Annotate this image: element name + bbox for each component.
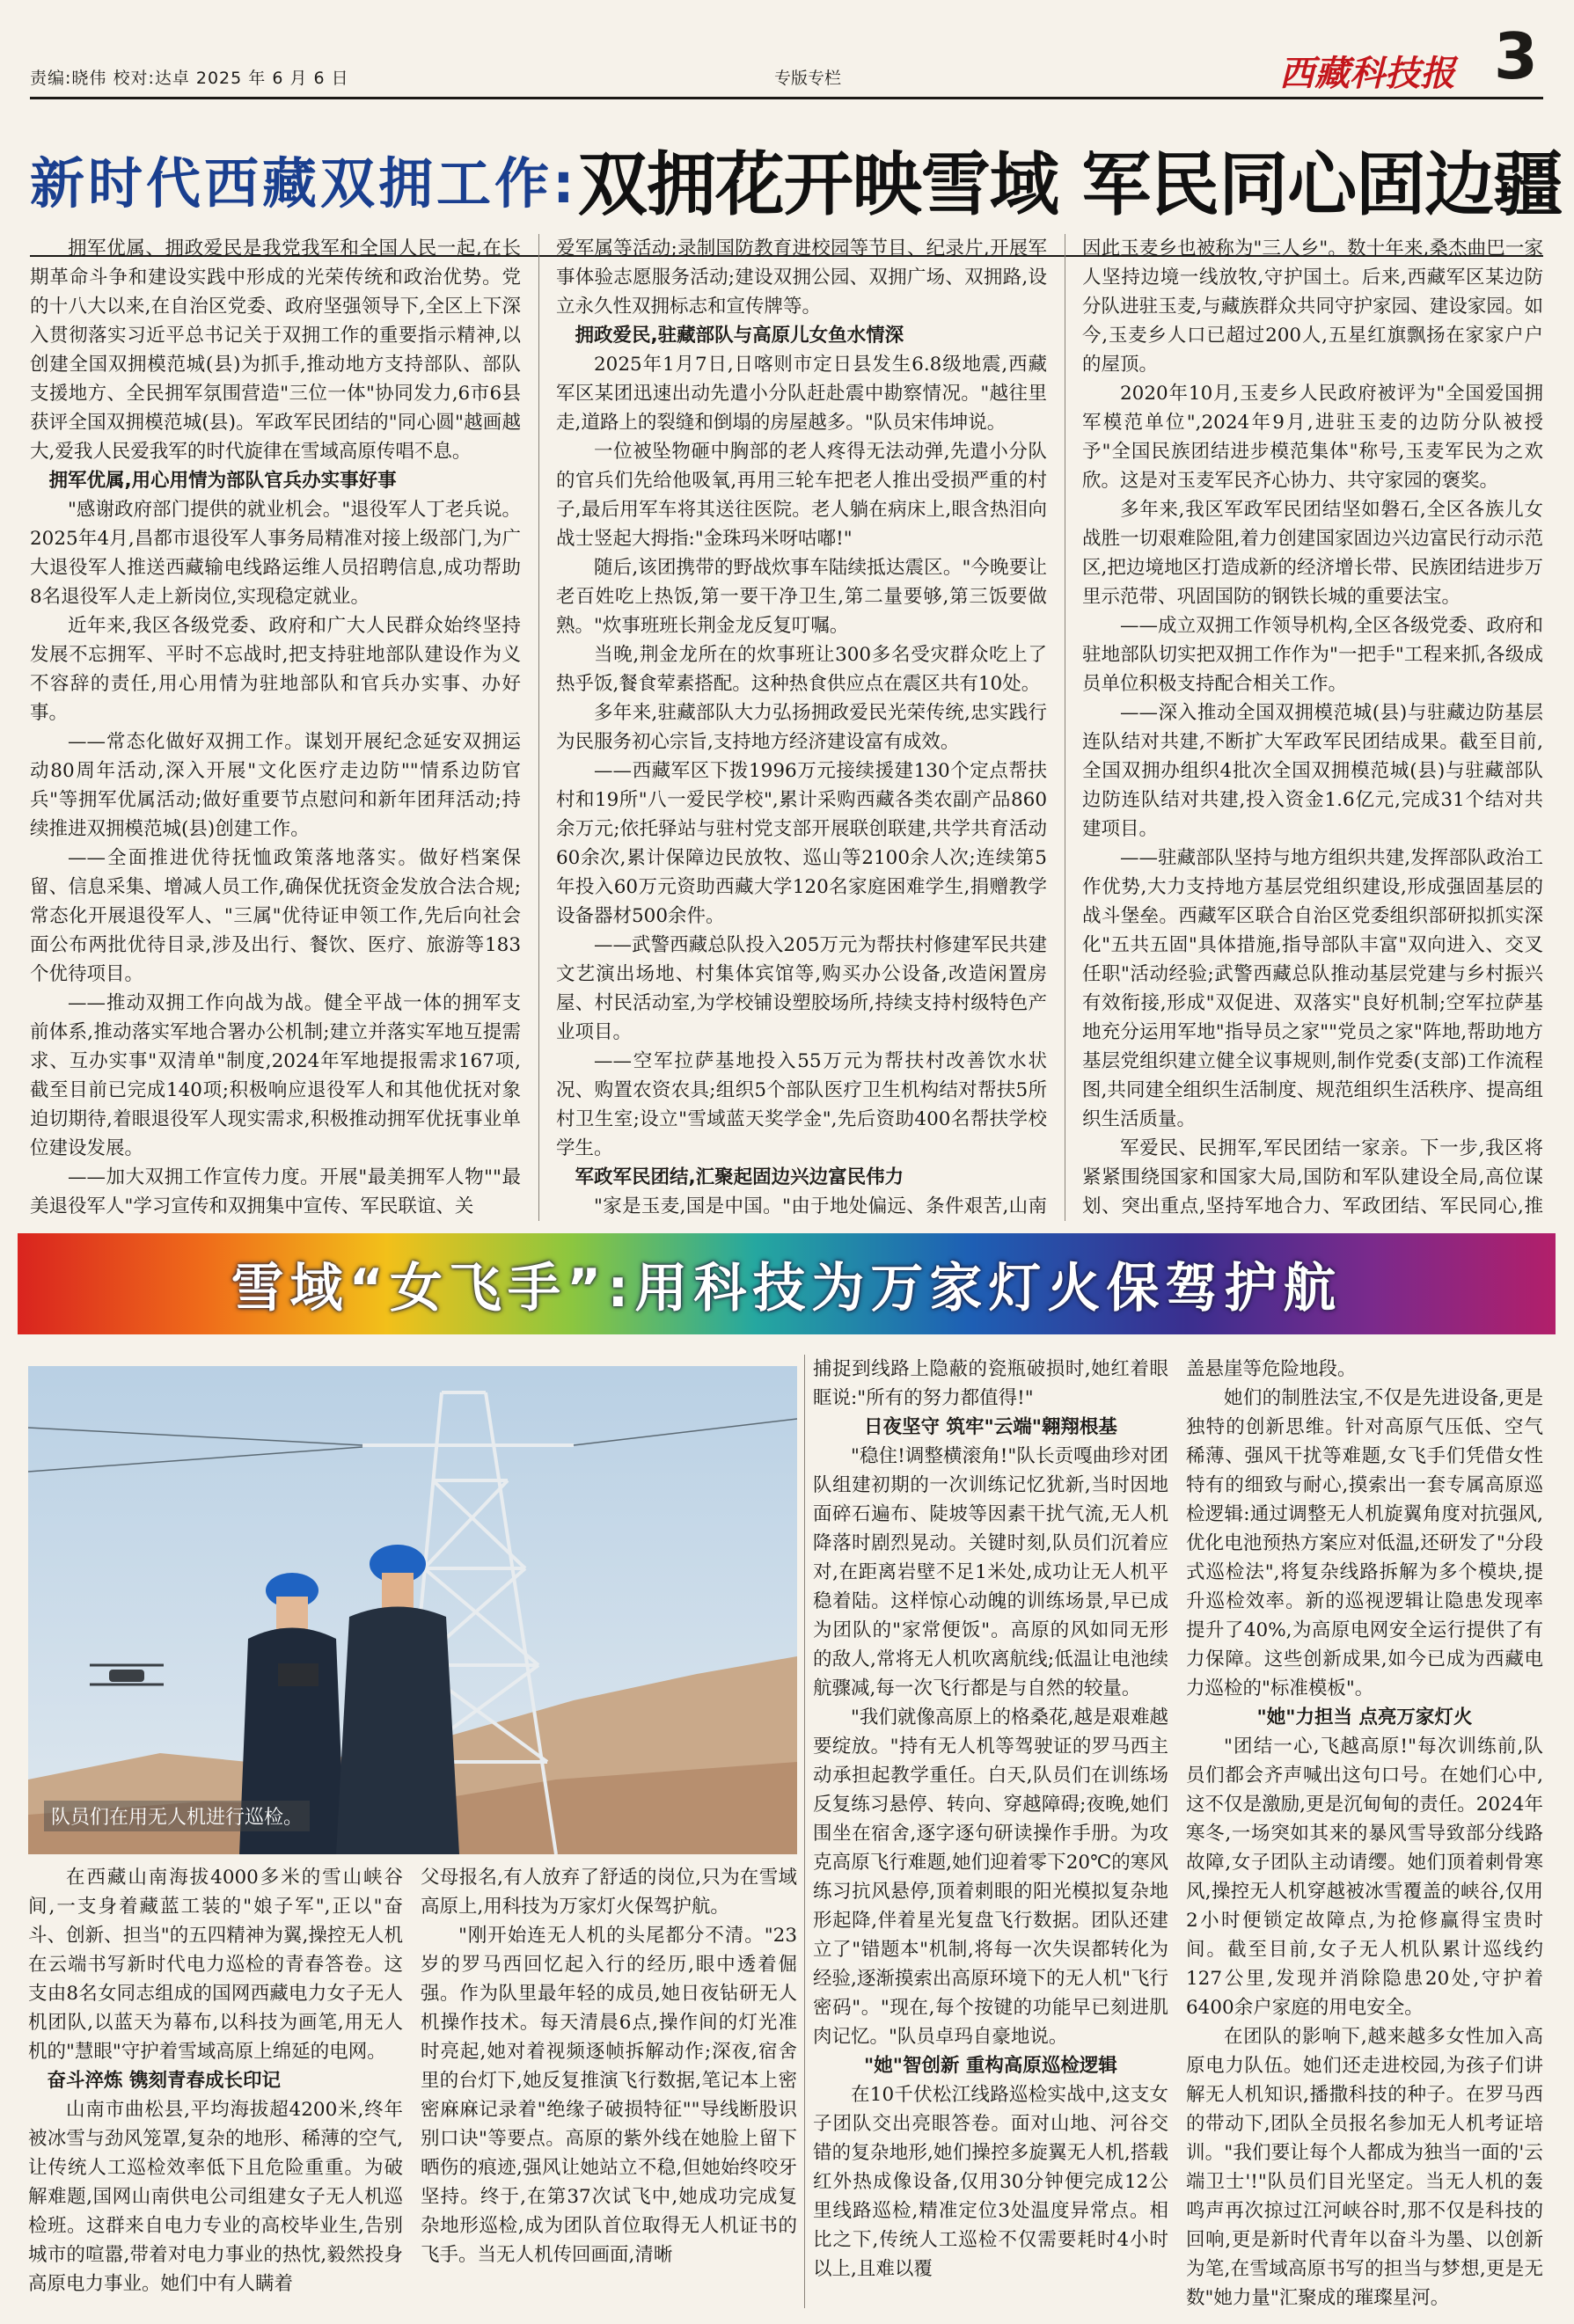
top-article-column-1 [30, 234, 521, 1221]
paragraph: "稳住!调整横滚角!"队长贡嘎曲珍对团队组建初期的一次训练记忆犹新,当时因地面碎石遍布、陡坡等因素干扰气流,无人机降落时剧烈晃动。关键时刻,队员们沉着应对,在距离岩壁不足1米处,成功让无人机平稳着陆。这样惊心动魄的训练场景,早已成为团队的"家常便饭"。高原的风如同无形的敌人,常将无人机吹离航线;低温让电池续航骤减,每一次飞行都是与自然的较量。 [813, 1445, 1168, 1699]
subheading: 军政军民团结,汇聚起固边兴边富民伟力 [575, 1166, 904, 1188]
paragraph: 军爱民、民拥军,军民团结一家亲。下一步,我区将紧紧围绕国家和国家大局,国防和军队建设全局,高位谋划、突出重点,坚持军地合力、军政团结、军民同心,推 [1082, 1137, 1543, 1217]
paragraph: 在西藏山南海拔4000多米的雪山峡谷间,一支身着藏蓝工装的"娘子军",正以"奋斗、创新、担当"的五四精神为翼,操控无人机在云端书写新时代电力巡检的青春答卷。这支由8名女同志组成的国网西藏电力女子无人机团队,以蓝天为幕布,以科技为画笔,用无人机的"慧眼"守护着雪域高原上绵延的电网。 [28, 1867, 403, 2063]
paragraph: 捕捉到线路上隐蔽的瓷瓶破损时,她红着眼眶说:"所有的努力都值得!" [813, 1358, 1168, 1409]
subheading: 拥军优属,用心用情为部队官兵办实事好事 [48, 470, 397, 492]
paragraph: ——深入推动全国双拥模范城(县)与驻藏边防基层连队结对共建,不断扩大军政军民团结成果。截至目前,全国双拥办组织4批次全国双拥模范城(县)与驻藏部队边防连队结对共建,投入资金1.6亿元,完成31个结对共建项目。 [1082, 702, 1543, 840]
feature-column-1 [28, 1863, 403, 2308]
feature-column-2 [421, 1863, 797, 2308]
subheading: 奋斗淬炼 镌刻青春成长印记 [47, 2070, 281, 2092]
drone-inspection-photo [28, 1366, 797, 1854]
photo-caption: 队员们在用无人机进行巡检。 [44, 1801, 310, 1831]
top-headline [30, 113, 1563, 245]
paragraph: 2025年1月7日,日喀则市定日县发生6.8级地震,西藏军区某团迅速出动先遣小分队赶赴震中勘察情况。"越往里走,道路上的裂缝和倒塌的房屋越多。"队员宋伟坤说。 [556, 354, 1047, 434]
subheading: "她"智创新 重构高原巡检逻辑 [864, 2055, 1117, 2077]
paragraph: 因此玉麦乡也被称为"三人乡"。数十年来,桑杰曲巴一家人坚持边境一线放牧,守护国土。后来,西藏军区某边防分队进驻玉麦,与藏族群众共同守护家园、建设家园。如今,玉麦乡人口已超过200人,五星红旗飘扬在家家户户的屋顶。 [1082, 238, 1543, 376]
top-article-column-3 [1082, 234, 1543, 1221]
editor-credits: 责编:晓伟 校对:达卓 2025 年 6 月 6 日 [30, 69, 349, 88]
paragraph: ——空军拉萨基地投入55万元为帮扶村改善饮水状况、购置农资农具;组织5个部队医疗卫生机构结对帮扶5所村卫生室;设立"雪域蓝天奖学金",先后资助400名帮扶学校学生。 [556, 1050, 1047, 1159]
paragraph: 爱军属等活动;录制国防教育进校园等节目、纪录片,开展军事体验志愿服务活动;建设双拥公园、双拥广场、双拥路,设立永久性双拥标志和宣传牌等。 [556, 238, 1047, 318]
header-divider [30, 97, 1543, 99]
paragraph: "我们就像高原上的格桑花,越是艰难越要绽放。"持有无人机等驾驶证的罗马西主动承担起教学重任。白天,队员们在训练场反复练习悬停、转向、穿越障碍;夜晚,她们围坐在宿舍,逐字逐句研读操作手册。为攻克高原飞行难题,她们迎着零下20℃的寒风练习抗风悬停,顶着刺眼的阳光模拟复杂地形起降,伴着星光复盘飞行数据。团队还建立了"错题本"机制,将每一次失误都转化为经验,逐渐摸索出高原环境下的无人机"飞行密码"。"现在,每个按键的功能早已刻进肌肉记忆。"队员卓玛自豪地说。 [813, 1706, 1168, 2048]
main-title: 双拥花开映雪域 军民同心固边疆 [577, 143, 1563, 225]
paragraph: "家是玉麦,国是中国。"由于地处偏远、条件艰苦,山南 [594, 1195, 1047, 1217]
feature-column-4 [1186, 1355, 1543, 2308]
paragraph: 近年来,我区各级党委、政府和广大人民群众始终坚持发展不忘拥军、平时不忘战时,把支持驻地部队建设作为义不容辞的责任,用心用情为驻地部队和官兵办实事、办好事。 [30, 615, 521, 724]
paragraph: 在10千伏松江线路巡检实战中,这支女子团队交出亮眼答卷。面对山地、河谷交错的复杂地形,她们操控多旋翼无人机,搭载红外热成像设备,仅用30分钟便完成12公里线路巡检,精准定位3处温度异常点。相比之下,传统人工巡检不仅需要耗时4小时以上,且难以覆 [813, 2084, 1168, 2280]
paragraph: 山南市曲松县,平均海拔超4200米,终年被冰雪与劲风笼罩,复杂的地形、稀薄的空气,让传统人工巡检效率低下且危险重重。为破解难题,国网山南供电公司组建女子无人机巡检班。这群来自电力专业的高校毕业生,告别城市的喧嚣,带着对电力事业的热忱,毅然投身高原电力事业。她们中有人瞒着 [28, 2099, 403, 2295]
series-title: 新时代西藏双拥工作: [30, 150, 578, 216]
paragraph: ——全面推进优待抚恤政策落地落实。做好档案保留、信息采集、增减人员工作,确保优抚资金发放合法合规;常态化开展退役军人、"三属"优待证申领工作,先后向社会面公布两批优待目录,涉及出行、餐饮、医疗、旅游等183个优待项目。 [30, 847, 521, 985]
subheading: 拥政爱民,驻藏部队与高原儿女鱼水情深 [575, 325, 904, 347]
banner-title: 雪域“女飞手”:用科技为万家灯火保驾护航 [231, 1257, 1343, 1319]
paragraph: 一位被坠物砸中胸部的老人疼得无法动弹,先遣小分队的官兵们先给他吸氧,再用三轮车把老人推出受损严重的村子,最后用军车将其送往医院。老人躺在病床上,眼含热泪向战士竖起大拇指:"金珠玛米呀咕嘟!" [556, 441, 1047, 550]
paragraph: "刚开始连无人机的头尾都分不清。"23岁的罗马西回忆起入行的经历,眼中透着倔强。作为队里最年轻的成员,她日夜钻研无人机操作技术。每天清晨6点,操作间的灯光准时亮起,她对着视频逐帧拆解动作;深夜,宿舍里的台灯下,她反复推演飞行数据,笔记本上密密麻麻记录着"绝缘子破损特征""导线断股识别口诀"等要点。高原的紫外线在她脸上留下晒伤的痕迹,强风让她站立不稳,但她始终咬牙坚持。终于,在第37次试飞中,她成功完成复杂地形巡检,成为团队首位取得无人机证书的飞手。当无人机传回画面,清晰 [421, 1925, 797, 2266]
newspaper-logo: 西藏科技报 [1279, 53, 1455, 94]
column-divider [538, 234, 539, 1221]
paragraph: 多年来,驻藏部队大力弘扬拥政爱民光荣传统,忠实践行为民服务初心宗旨,支持地方经济建设富有成效。 [556, 702, 1047, 753]
paragraph: 随后,该团携带的野战炊事车陆续抵达震区。"今晚要让老百姓吃上热饭,第一要干净卫生,第二量要够,第三饭要做熟。"炊事班班长荆金龙反复叮嘱。 [556, 557, 1047, 637]
top-article-column-2 [556, 234, 1047, 1221]
paragraph: ——推动双拥工作向战为战。健全平战一体的拥军支前体系,推动落实军地合署办公机制;建立并落实军地互提需求、互办实事"双清单"制度,2024年军地提报需求167项,截至目前已完成140项;积极响应退役军人和其他优抚对象迫切期待,着眼退役军人现实需求,积极推动拥军优抚事业单位建设发展。 [30, 992, 521, 1159]
page-number: 3 [1493, 19, 1538, 93]
paragraph: ——武警西藏总队投入205万元为帮扶村修建军民共建文艺演出场地、村集体宾馆等,购买办公设备,改造闲置房屋、村民活动室,为学校铺设塑胶场所,持续支持村级特色产业项目。 [556, 934, 1047, 1043]
photo-illustration [28, 1366, 797, 1854]
paragraph: ——西藏军区下拨1996万元接续援建130个定点帮扶村和19所"八一爱民学校",累计采购西藏各类农副产品860余万元;依托驿站与驻村党支部开展联创联建,共学共育活动60余次,累计保障边民放牧、巡山等2100余人次;连续第5年投入60万元资助西藏大学120名家庭困难学生,捐赠教学设备器材500余件。 [556, 760, 1047, 927]
column-divider [804, 1355, 805, 2308]
paragraph: "团结一心,飞越高原!"每次训练前,队员们都会齐声喊出这句口号。在她们心中,这不仅是激励,更是沉甸甸的责任。2024年寒冬,一场突如其来的暴风雪导致部分线路故障,女子团队主动请缨。她们顶着刺骨寒风,操控无人机穿越被冰雪覆盖的峡谷,仅用2小时便锁定故障点,为抢修赢得宝贵时间。截至目前,女子无人机队累计巡线约127公里,发现并消除隐患20处,守护着6400余户家庭的用电安全。 [1186, 1736, 1543, 2019]
paragraph: 父母报名,有人放弃了舒适的岗位,只为在雪域高原上,用科技为万家灯火保驾护航。 [421, 1867, 797, 1918]
paragraph: ——成立双拥工作领导机构,全区各级党委、政府和驻地部队切实把双拥工作作为"一把手"工程来抓,各级成员单位积极支持配合相关工作。 [1082, 615, 1543, 695]
subheading: 日夜坚守 筑牢"云端"翱翔根基 [864, 1416, 1117, 1438]
paragraph: 盖悬崖等危险地段。 [1186, 1358, 1357, 1380]
paragraph: ——加大双拥工作宣传力度。开展"最美拥军人物""最美退役军人"学习宣传和双拥集中宣传、军民联谊、关 [30, 1166, 521, 1217]
paragraph: ——常态化做好双拥工作。谋划开展纪念延安双拥运动80周年活动,深入开展"文化医疗走边防""情系边防官兵"等拥军优属活动;做好重要节点慰问和新年团拜活动;持续推进双拥模范城(县)创建工作。 [30, 731, 521, 840]
paragraph: ——驻藏部队坚持与地方组织共建,发挥部队政治工作优势,大力支持地方基层党组织建设,形成强固基层的战斗堡垒。西藏军区联合自治区党委组织部研拟抓实深化"五共五固"具体措施,指导部队丰富"双向进入、交叉任职"活动经验;武警西藏总队推动基层党建与乡村振兴有效衔接,形成"双促进、双落实"良好机制;空军拉萨基地充分运用军地"指导员之家""党员之家"阵地,帮助地方基层党组织建立健全议事规则,制作党委(支部)工作流程图,共同建全组织生活制度、规范组织生活秩序、提高组织生活质量。 [1082, 847, 1543, 1130]
paragraph: 多年来,我区军政军民团结坚如磐石,全区各族儿女战胜一切艰难险阻,着力创建国家固边兴边富民行动示范区,把边境地区打造成新的经济增长带、民族团结进步万里示范带、巩固国防的钢铁长城的重要法宝。 [1082, 499, 1543, 608]
page-header [30, 19, 1543, 99]
paragraph: 她们的制胜法宝,不仅是先进设备,更是独特的创新思维。针对高原气压低、空气稀薄、强风干扰等难题,女飞手们凭借女性特有的细致与耐心,摸索出一套专属高原巡检逻辑:通过调整无人机旋翼角度对抗强风,优化电池预热方案应对低温,还研发了"分段式巡检法",将复杂线路拆解为多个模块,提升巡检效率。新的巡视逻辑让隐患发现率提升了40%,为高原电网安全运行提供了有力保障。这些创新成果,如今已成为西藏电力巡检的"标准模板"。 [1186, 1387, 1543, 1699]
paragraph: 拥军优属、拥政爱民是我党我军和全国人民一起,在长期革命斗争和建设实践中形成的光荣传统和政治优势。党的十八大以来,在自治区党委、政府坚强领导下,全区上下深入贯彻落实习近平总书记关于双拥工作的重要指示精神,以创建全国双拥模范城(县)为抓手,推动地方支持部队、部队支援地方、全民拥军氛围营造"三位一体"协同发力,6市6县获评全国双拥模范城(县)。军政军民团结的"同心圆"越画越大,爱我人民爱我军的时代旋律在雪域高原传唱不息。 [30, 238, 521, 463]
paragraph: "感谢政府部门提供的就业机会。"退役军人丁老兵说。2025年4月,昌都市退役军人事务局精准对接上级部门,为广大退役军人推送西藏输电线路运维人员招聘信息,成功帮助8名退役军人走上新岗位,实现稳定就业。 [30, 499, 521, 608]
feature-banner [18, 1233, 1556, 1334]
section-name: 专版专栏 [774, 69, 842, 88]
paragraph: 在团队的影响下,越来越多女性加入高原电力队伍。她们还走进校园,为孩子们讲解无人机知识,播撒科技的种子。在罗马西的带动下,团队全员报名参加无人机考证培训。"我们要让每个人都成为独当一面的'云端卫士'!"队员们目光坚定。当无人机的轰鸣声再次掠过江河峡谷时,那不仅是科技的回响,更是新时代青年以奋斗为墨、以创新为笔,在雪域高原书写的担当与梦想,更是无数"她力量"汇聚成的璀璨星河。 [1186, 2026, 1543, 2308]
paragraph: 2020年10月,玉麦乡人民政府被评为"全国爱国拥军模范单位",2024年9月,进驻玉麦的边防分队被授予"全国民族团结进步模范集体"称号,玉麦军民为之欢欣。这是对玉麦军民齐心协力、共守家园的褒奖。 [1082, 383, 1543, 492]
paragraph: 当晚,荆金龙所在的炊事班让300多名受灾群众吃上了热乎饭,餐食荤素搭配。这种热食供应点在震区共有10处。 [556, 644, 1047, 695]
subheading: "她"力担当 点亮万家灯火 [1256, 1706, 1473, 1728]
feature-column-3 [813, 1355, 1168, 2308]
